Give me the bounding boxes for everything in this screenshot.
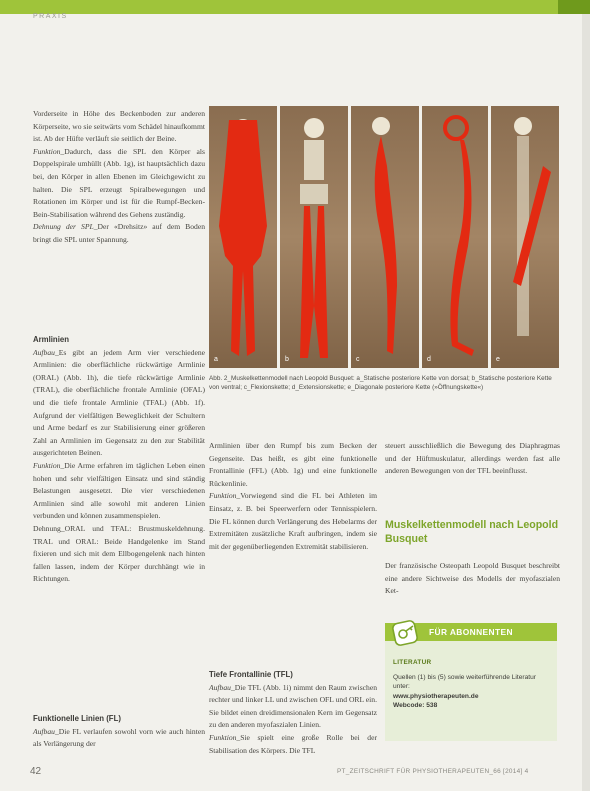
key-badge-icon — [391, 617, 421, 647]
tfl-heading: Tiefe Frontallinie (TFL) — [209, 670, 293, 679]
webcode: 538 — [426, 702, 438, 710]
section-header: PRAXIS — [33, 13, 68, 20]
column-2-funktion: Funktion_Vorwiegend sind die FL bei Athleten im Einsatz, z. B. bei Speerwerfern oder Tennisspielern. Die FL können durch Verlängerung des Hebelarms der Extremitäten zusätzliche Kraft aufbringen, indem sie mit der gegenüberliegenden Extremität stabilisieren. — [209, 491, 377, 551]
figure-caption: Abb. 2_Muskelkettenmodell nach Leopold Busquet: a_Statische posteriore Kette von dorsal; b_Statische posteriore Kette von ventral; c_Flexionskette; d_Extensionskette; e_Diagonale posteriore Kette (»Öffnungskette«) — [209, 375, 552, 392]
literatur-heading: LITERATUR — [393, 659, 432, 666]
column-1-top — [33, 108, 205, 247]
skeleton-photo-b — [280, 106, 348, 368]
skeleton-figure-d-icon — [422, 106, 488, 368]
skeleton-figure-c-icon — [351, 106, 419, 368]
literatur-text: Quellen (1) bis (5) sowie weiterführende Literatur unter: www.physiotherapeuten.de Webcode: 538 — [393, 673, 551, 711]
fl-heading: Funktionelle Linien (FL) — [33, 714, 121, 723]
skeleton-figure-e-icon — [491, 106, 559, 368]
busquet-paragraph: Der französische Osteopath Leopold Busquet beschreibt eine andere Sichtweise des Modells der myofaszialen Ket- — [385, 561, 560, 596]
skeleton-figure-a-icon — [209, 106, 277, 368]
tfl-funktion: Funktion_Sie spielt eine große Rolle bei der Stabilisation des Körpers. Die TFL — [209, 732, 377, 755]
column-1-fl — [33, 713, 205, 751]
skeleton-photo-d — [422, 106, 488, 368]
armlinien-dehnung: Dehnung_ORAL und TFAL: Brustmuskeldehnung. TRAL und ORAL: Beide Handgelenke im Stand fixieren und sich mit dem Ellbogengelenk nach hinten fallen lassen, indem der Körper durchhängt wie in Richtungen. — [33, 523, 205, 584]
column-2-tfl — [209, 669, 377, 757]
page-edge — [582, 14, 590, 791]
page-number: 42 — [30, 766, 42, 777]
column-3-intro: steuert ausschließlich die Bewegung des Diaphragmas und der Hüftmuskulatur, allerdings werden fast alle anderen Bewegungen von der TFL beeinflusst. — [385, 441, 560, 476]
intro-paragraph: Vorderseite in Höhe des Beckenboden zur anderen Körperseite, wo sie seitwärts vom Schädel hinaufkommt ist. Ab der Hüfte verläuft sie seitlich der Beine. — [33, 109, 205, 144]
armlinien-heading: Armlinien — [33, 335, 69, 344]
svg-text:d: d — [427, 356, 431, 363]
tfl-aufbau: Aufbau_Die TFL (Abb. 1i) nimmt den Raum zwischen rechter und linker LL und zwischen OFL und ORL ein. Sie bildet einen dreidimensionalen Kern im Gegensatz zu den anderen myofaszialen Linien. — [209, 682, 377, 730]
skeleton-figure-b-icon — [280, 106, 348, 368]
funktion-paragraph: Funktion_Dadurch, dass die SPL den Körper als Doppelspirale umhüllt (Abb. 1g), ist hauptsächlich dazu bei, den Körper in allen Ebenen im Gleichgewicht zu halten. Die SPL erzeugt Spiralbewegungen und Rotationen im Körper und ist für die Rumpf-Becken-Bein-Stabilisation während des Gehens zuständig. — [33, 146, 205, 219]
svg-text:b: b — [285, 356, 289, 363]
top-color-strip — [0, 0, 590, 14]
armlinien-funktion: Funktion_Die Arme erfahren im täglichen Leben einen hohen und sehr vielfältigen Einsatz und sind ständig Belastungen ausgesetzt. Die vier verschiedenen Armlinien sind alle sowohl mit anderen Linien verbunden und können zusammenspielen. — [33, 460, 205, 521]
busquet-section-title: Muskelkettenmodell nach Leopold Busquet — [385, 519, 559, 545]
column-2-top — [209, 440, 377, 553]
skeleton-photo-strip — [209, 106, 559, 368]
skeleton-photo-e — [491, 106, 559, 368]
footer-source: PT_ZEITSCHRIFT FÜR PHYSIOTHERAPEUTEN_66 [2014] 4 — [337, 768, 529, 775]
armlinien-aufbau: Aufbau_Es gibt an jedem Arm vier verschiedene Armlinien: die oberflächliche rückwärtige Armlinie (ORAL) (Abb. 1h), die tiefe rückwärtige Armlinie (TRAL), die oberflächliche frontale Armlinie (OFAL) und die tiefe frontale Armlinie (TFAL) (Abb. 1f). Aufgrund der vielfältigen Beweglichkeit der Schultern und Arme bedarf es zur Stabilisierung einer größeren Zahl an Armlinien im Gegensatz zu den zur Stabilität ausgerichteten Beinen. — [33, 347, 205, 458]
fl-aufbau: Aufbau_Die FL verlaufen sowohl vorn wie auch hinten als Verlängerung der — [33, 726, 205, 749]
column-2-intro: Armlinien über den Rumpf bis zum Becken der Gegenseite. Das heißt, es gibt eine funktionelle Frontallinie (FFL) (Abb. 1g) und eine funktionelle Rückenlinie. — [209, 441, 377, 488]
dehnung-paragraph: Dehnung der SPL_Der «Drehsitz» auf dem Boden bringt die SPL unter Spannung. — [33, 222, 205, 244]
literatur-url[interactable]: www.physiotherapeuten.de — [393, 692, 479, 700]
subscriber-title: FÜR ABONNENTEN — [429, 627, 513, 637]
svg-text:a: a — [214, 356, 218, 363]
svg-text:e: e — [496, 356, 500, 363]
skeleton-photo-c — [351, 106, 419, 368]
column-3-top — [385, 440, 560, 478]
skeleton-photo-a — [209, 106, 277, 368]
column-3-busquet — [385, 560, 560, 598]
subscriber-box — [385, 623, 557, 741]
svg-text:c: c — [356, 356, 360, 363]
column-1-armlinien — [33, 334, 205, 586]
